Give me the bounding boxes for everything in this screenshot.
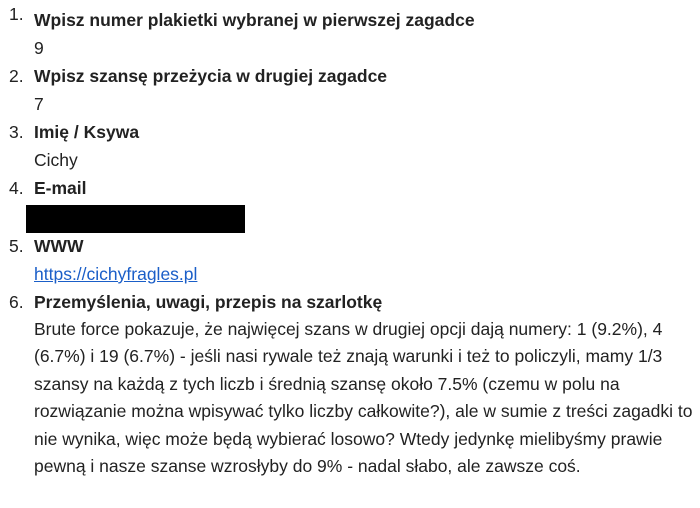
question-label: WWW [34, 236, 84, 256]
question-label: Imię / Ksywa [34, 122, 140, 142]
list-item-badge-number [0, 0, 700, 62]
list-item-email [0, 174, 700, 232]
answer-text: Brute force pokazuje, że najwięcej szans w drugiej opcji dają numery: 1 (9.2%), 4 (6.7%) i 19 (6.7%) - jeśli nasi rywale też znają warunki i też to policzyli, mamy 1/3 szansy na każdą z tych liczb i średnią szansę około 7.5% (czemu w polu na rozwiązanie można wpisywać tylko liczby całkowite?), ale w sumie z treści zagadki to nie wynika, więc może będą wybierać losowo? Wtedy jedynkę mielibyśmy prawie pewną i nasze szanse wzrosłyby do 9% - nadal słabo, ale zawsze coś. [34, 319, 693, 477]
item-number: 5. [9, 236, 24, 256]
website-link[interactable]: https://cichyfragles.pl [34, 264, 198, 284]
question-label: Wpisz szansę przeżycia w drugiej zagadce [34, 66, 388, 86]
answer-value: Cichy [34, 150, 78, 170]
item-number: 1. [9, 4, 24, 24]
item-number: 6. [9, 292, 24, 312]
list-item-www [0, 232, 700, 288]
question-label: E-mail [34, 178, 87, 198]
answer-value: 7 [34, 94, 44, 114]
email-answer [34, 202, 700, 232]
item-number: 4. [9, 178, 24, 198]
question-label: Przemyślenia, uwagi, przepis na szarlotkę [34, 292, 383, 312]
item-number: 2. [9, 66, 24, 86]
list-item-thoughts [0, 288, 700, 480]
list-item-nickname [0, 118, 700, 174]
question-label: Wpisz numer plakietki wybranej w pierwszej zagadce [34, 10, 475, 30]
list-item-survival-chance [0, 62, 700, 118]
item-number: 3. [9, 122, 24, 142]
redaction-bar [26, 205, 245, 233]
answer-value: 9 [34, 38, 44, 58]
